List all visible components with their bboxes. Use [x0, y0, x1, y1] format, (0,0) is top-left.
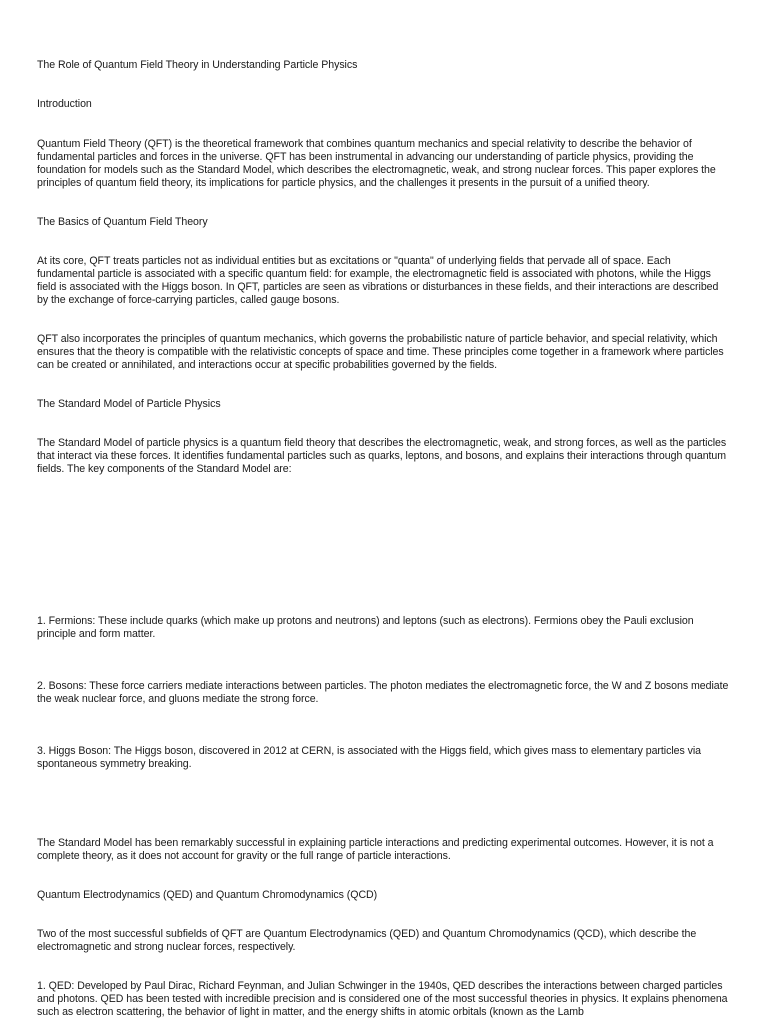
paragraph-standard-model-summary: The Standard Model has been remarkably successful in explaining particle interactions and predicting experimental outcomes. However, it is not a complete theory, as it does not account for gravity or the full range of particle interactions. [37, 837, 714, 862]
document-title: The Role of Quantum Field Theory in Understanding Particle Physics [37, 59, 358, 71]
heading-qed-qcd: Quantum Electrodynamics (QED) and Quantum Chromodynamics (QCD) [37, 889, 378, 901]
paragraph-basics-2: QFT also incorporates the principles of quantum mechanics, which governs the probabilistic nature of particle behavior, and special relativity, which ensures that the theory is compatible with the relativistic concepts of space and time. These principles come together in a framework where particles can be created or annihilated, and interactions occur at specific probabilities governed by the fields. [37, 333, 724, 371]
heading-introduction: Introduction [37, 98, 92, 110]
paragraph-basics-1: At its core, QFT treats particles not as individual entities but as excitations or "quanta" of underlying fields that pervade all of space. Each fundamental particle is associated with a specific quantum field: for example, the electromagnetic field is associated with photons, while the Higgs field is associated with the Higgs boson. In QFT, particles are seen as vibrations or disturbances in these fields, and their interactions are described by the exchange of force-carrying particles, called gauge bosons. [37, 255, 719, 306]
heading-standard-model: The Standard Model of Particle Physics [37, 398, 221, 410]
paragraph-introduction: Quantum Field Theory (QFT) is the theoretical framework that combines quantum mechanics and special relativity to describe the behavior of fundamental particles and forces in the universe. QFT has been instrumental in advancing our understanding of particle physics, providing the foundation for models such as the Standard Model, which describes the electromagnetic, weak, and strong nuclear forces. This paper explores the principles of quantum field theory, its implications for particle physics, and the challenges it presents in the pursuit of a unified theory. [37, 138, 716, 189]
list-item-bosons: 2. Bosons: These force carriers mediate interactions between particles. The photon mediates the electromagnetic force, the W and Z bosons mediate the weak nuclear force, and gluons mediate the strong force. [37, 680, 729, 705]
list-item-qed: 1. QED: Developed by Paul Dirac, Richard Feynman, and Julian Schwinger in the 1940s, QED describes the interactions between charged particles and photons. QED has been tested with incredible precision and is considered one of the most successful theories in physics. It explains phenomena such as electron scattering, the behavior of light in matter, and the energy shifts in atomic orbitals (known as the Lamb [37, 980, 728, 1018]
list-item-higgs-boson: 3. Higgs Boson: The Higgs boson, discovered in 2012 at CERN, is associated with the Higgs field, which gives mass to elementary particles via spontaneous symmetry breaking. [37, 745, 702, 770]
paragraph-standard-model: The Standard Model of particle physics is a quantum field theory that describes the electromagnetic, weak, and strong forces, as well as the particles that interact via these forces. It identifies fundamental particles such as quarks, leptons, and bosons, and explains their interactions through quantum fields. The key components of the Standard Model are: [37, 437, 727, 475]
heading-basics-of-qft: The Basics of Quantum Field Theory [37, 216, 208, 228]
paragraph-qed-qcd: Two of the most successful subfields of QFT are Quantum Electrodynamics (QED) and Quantum Chromodynamics (QCD), which describe the electromagnetic and strong nuclear forces, respectively. [37, 928, 697, 953]
list-item-fermions: 1. Fermions: These include quarks (which make up protons and neutrons) and leptons (such as electrons). Fermions obey the Pauli exclusion principle and form matter. [37, 615, 694, 640]
